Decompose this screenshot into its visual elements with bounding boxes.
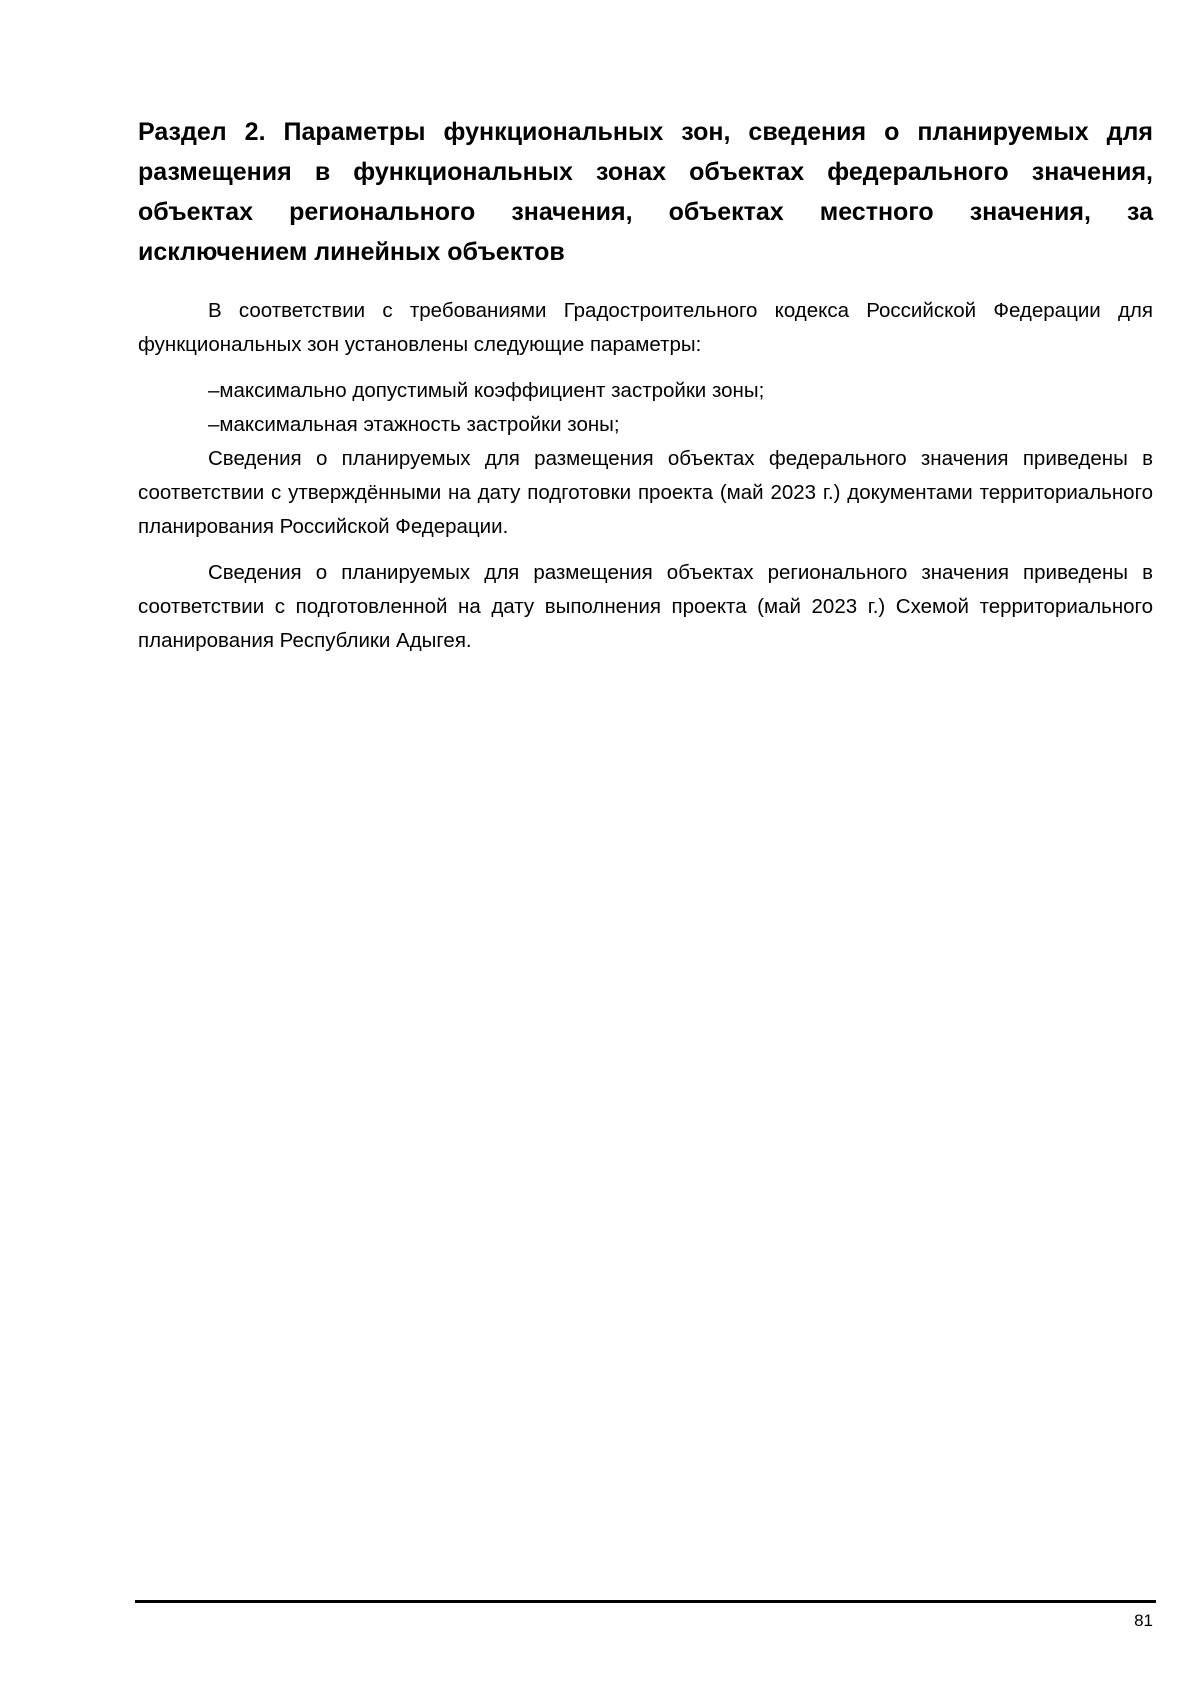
- federal-objects-paragraph: Сведения о планируемых для размещения объектах федерального значения приведены в соответствии с утверждёнными на дату подготовки проекта (май 2023 г.) документами территориального планирования Российской Федерации.: [138, 447, 1153, 538]
- footer-divider: [135, 1600, 1156, 1603]
- page-number: 81: [1134, 1611, 1153, 1630]
- parameters-list: [138, 374, 1153, 442]
- intro-paragraph: В соответствии с требованиями Градостроительного кодекса Российской Федерации для функциональных зон установлены следующие параметры:: [138, 299, 1153, 356]
- list-item: –максимальная этажность застройки зоны;: [208, 413, 620, 436]
- section-title: Раздел 2. Параметры функциональных зон, сведения о планируемых для размещения в функциональных зонах объектах федерального значения, объектах регионального значения, объектах местного значения, за исключением линейных объектов: [138, 118, 1153, 266]
- regional-objects-paragraph: Сведения о планируемых для размещения объектах регионального значения приведены в соответствии с подготовленной на дату выполнения проекта (май 2023 г.) Схемой территориального планирования Республики Адыгея.: [138, 561, 1153, 652]
- page-content: [138, 112, 1153, 658]
- list-item: –максимально допустимый коэффициент застройки зоны;: [208, 379, 765, 402]
